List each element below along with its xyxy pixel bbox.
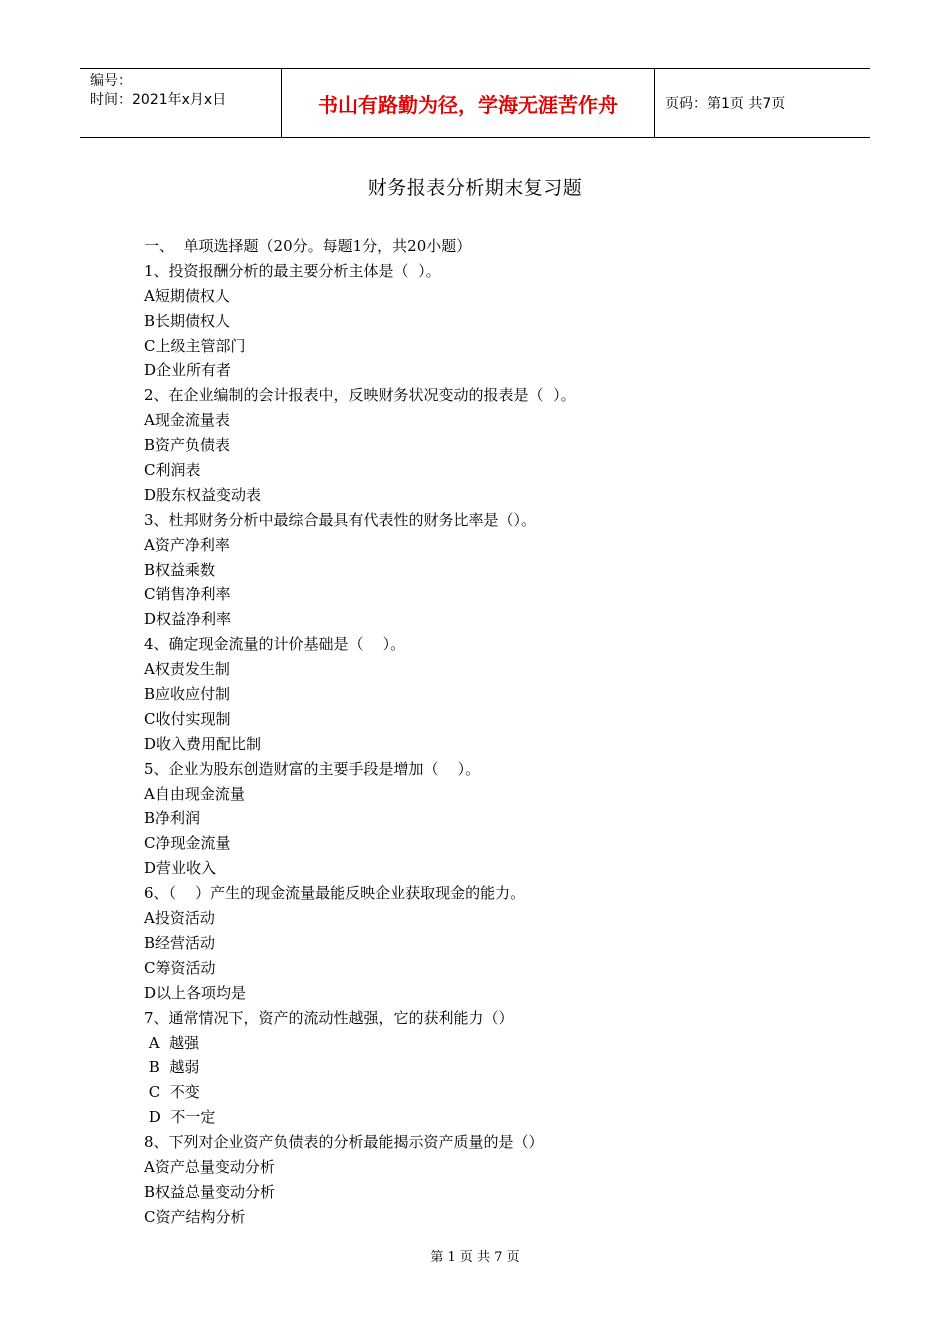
content-line: 7、通常情况下，资产的流动性越强，它的获利能力（） [144, 1008, 514, 1027]
content-line: A自由现金流量 [144, 784, 245, 803]
content-line: 3、杜邦财务分析中最综合最具有代表性的财务比率是（）。 [144, 510, 537, 529]
content-line: 2、在企业编制的会计报表中，反映财务状况变动的报表是（ ）。 [144, 386, 576, 405]
content-line: B 越弱 [144, 1058, 200, 1077]
content-line: A投资活动 [144, 909, 215, 928]
page-footer: 第 1 页 共 7 页 [430, 1250, 520, 1265]
content-line: B应收应付制 [144, 685, 231, 704]
content-line: C收付实现制 [144, 709, 231, 728]
content-line: A 越强 [144, 1033, 200, 1052]
document-title: 财务报表分析期末复习题 [367, 177, 583, 199]
content-line: 一、 单项选择题（20分。每题1分，共20小题） [144, 237, 472, 255]
content-line: C销售净利率 [144, 585, 231, 604]
content-line: D收入费用配比制 [144, 734, 262, 753]
content-line: A权责发生制 [144, 660, 230, 679]
content-line: C筹资活动 [144, 958, 216, 977]
content-line: D企业所有者 [144, 361, 232, 380]
content-line: B资产负债表 [144, 436, 231, 455]
content-line: C利润表 [144, 461, 201, 480]
header-page-label: 页码：第1页 共7页 [665, 96, 786, 112]
content-line: 6、（ ）产生的现金流量最能反映企业获取现金的能力。 [144, 884, 526, 903]
content-line: C 不变 [144, 1083, 200, 1102]
content-line: A短期债权人 [144, 286, 230, 305]
document-number-label: 编号： [90, 73, 132, 89]
content-line: A资产总量变动分析 [144, 1157, 275, 1176]
content-line: B权益总量变动分析 [144, 1182, 276, 1201]
content-line: B长期债权人 [144, 311, 231, 330]
content-line: B权益乘数 [144, 560, 216, 579]
document-date-label: 时间：2021年x月x日 [90, 92, 227, 108]
content-line: B净利润 [144, 809, 201, 828]
header-table [80, 68, 870, 138]
content-line: D股东权益变动表 [144, 485, 262, 504]
content-line: D以上各项均是 [144, 983, 247, 1002]
content-line: 1、投资报酬分析的最主要分析主体是（ ）。 [144, 261, 441, 280]
content-line: D营业收入 [144, 859, 217, 878]
header-meta-cell [80, 69, 281, 137]
content-line: C上级主管部门 [144, 336, 246, 355]
content-line: B经营活动 [144, 933, 216, 952]
content-line: 8、下列对企业资产负债表的分析最能揭示资产质量的是（） [144, 1133, 544, 1152]
question-list [144, 234, 844, 1230]
content-line: A现金流量表 [144, 411, 230, 430]
content-line: D权益净利率 [144, 610, 232, 629]
content-line: D 不一定 [144, 1108, 216, 1127]
content-line: 5、企业为股东创造财富的主要手段是增加（ ）。 [144, 759, 481, 778]
header-motto: 书山有路勤为径，学海无涯苦作舟 [281, 69, 655, 137]
content-line: C净现金流量 [144, 834, 231, 853]
content-line: 4、确定现金流量的计价基础是（ ）。 [144, 635, 406, 654]
content-line: A资产净利率 [144, 535, 230, 554]
content-line: C资产结构分析 [144, 1207, 246, 1226]
